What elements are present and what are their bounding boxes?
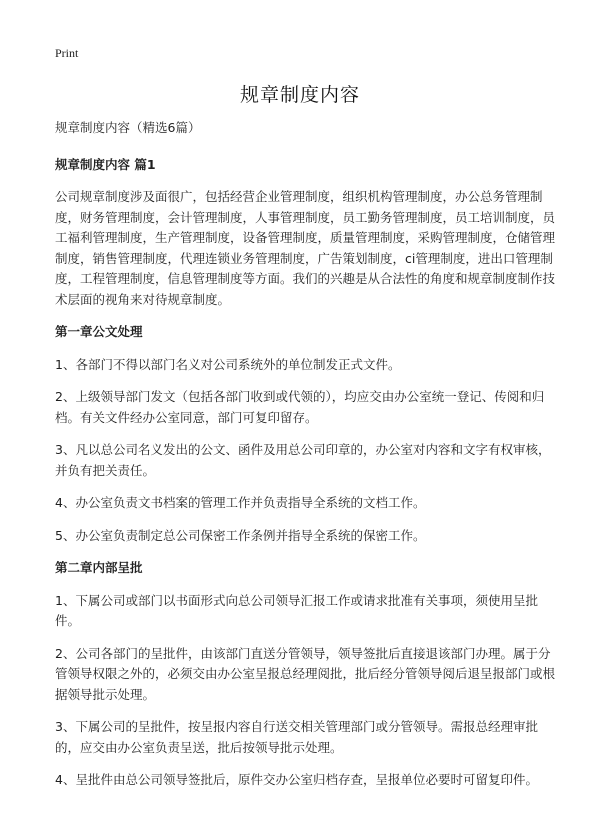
list-item: 2、上级领导部门发文（包括各部门收到或代领的），均应交由办公室统一登记、传阅和归档。有关文件经办公室同意，部门可复印留存。	[55, 389, 545, 425]
list-item: 1、各部门不得以部门名义对公司系统外的单位制发正式文件。	[55, 356, 401, 372]
list-item: 3、凡以总公司名义发出的公文、函件及用总公司印章的，办公室对内容和文字有权审核，并负有把关责任。	[55, 442, 551, 478]
print-label: Print	[55, 46, 79, 60]
document-body	[55, 118, 555, 803]
intro-paragraph: 公司规章制度涉及面很广，包括经营企业管理制度，组织机构管理制度，办公总务管理制度，财务管理制度，会计管理制度，人事管理制度，员工勤务管理制度，员工培训制度，员工福利管理制度，生产管理制度，设备管理制度，质量管理制度，采购管理制度，仓储管理制度，销售管理制度，代理连锁业务管理制度，广告策划制度，ci管理制度，进出口管理制度，工程管理制度，信息管理制度等方面。我们的兴趣是从合法性的角度和规章制度制作技术层面的视角来对待规章制度。	[55, 189, 556, 307]
list-item: 5、办公室负责制定总公司保密工作条例并指导全系统的保密工作。	[55, 527, 426, 543]
list-item: 4、呈批件由总公司领导签批后，原件交办公室归档存查，呈报单位必要时可留复印件。	[55, 772, 538, 787]
page-title: 规章制度内容	[239, 84, 360, 106]
section-heading: 规章制度内容 篇1	[55, 156, 156, 172]
list-item: 3、下属公司的呈批件，按呈报内容自行送交相关管理部门或分管领导。需报总经理审批的，应交由办公室负责呈送，批后按领导批示处理。	[55, 719, 538, 755]
list-item: 4、办公室负责文书档案的管理工作并负责指导全系统的文档工作。	[55, 495, 426, 510]
chapter-heading: 第二章内部呈批	[55, 560, 143, 575]
list-item: 1、下属公司或部门以书面形式向总公司领导汇报工作或请求批准有关事项，须使用呈批件。	[55, 592, 538, 628]
document-subtitle: 规章制度内容（精选6篇）	[55, 120, 201, 135]
list-item: 2、公司各部门的呈批件，由该部门直送分管领导，领导签批后直接退该部门办理。属于分管领导权限之外的，必须交由办公室呈报总经理阅批，批后经分管领导阅后退呈报部门或根据领导批示处理。	[55, 645, 556, 702]
chapter-heading: 第一章公文处理	[55, 324, 143, 339]
